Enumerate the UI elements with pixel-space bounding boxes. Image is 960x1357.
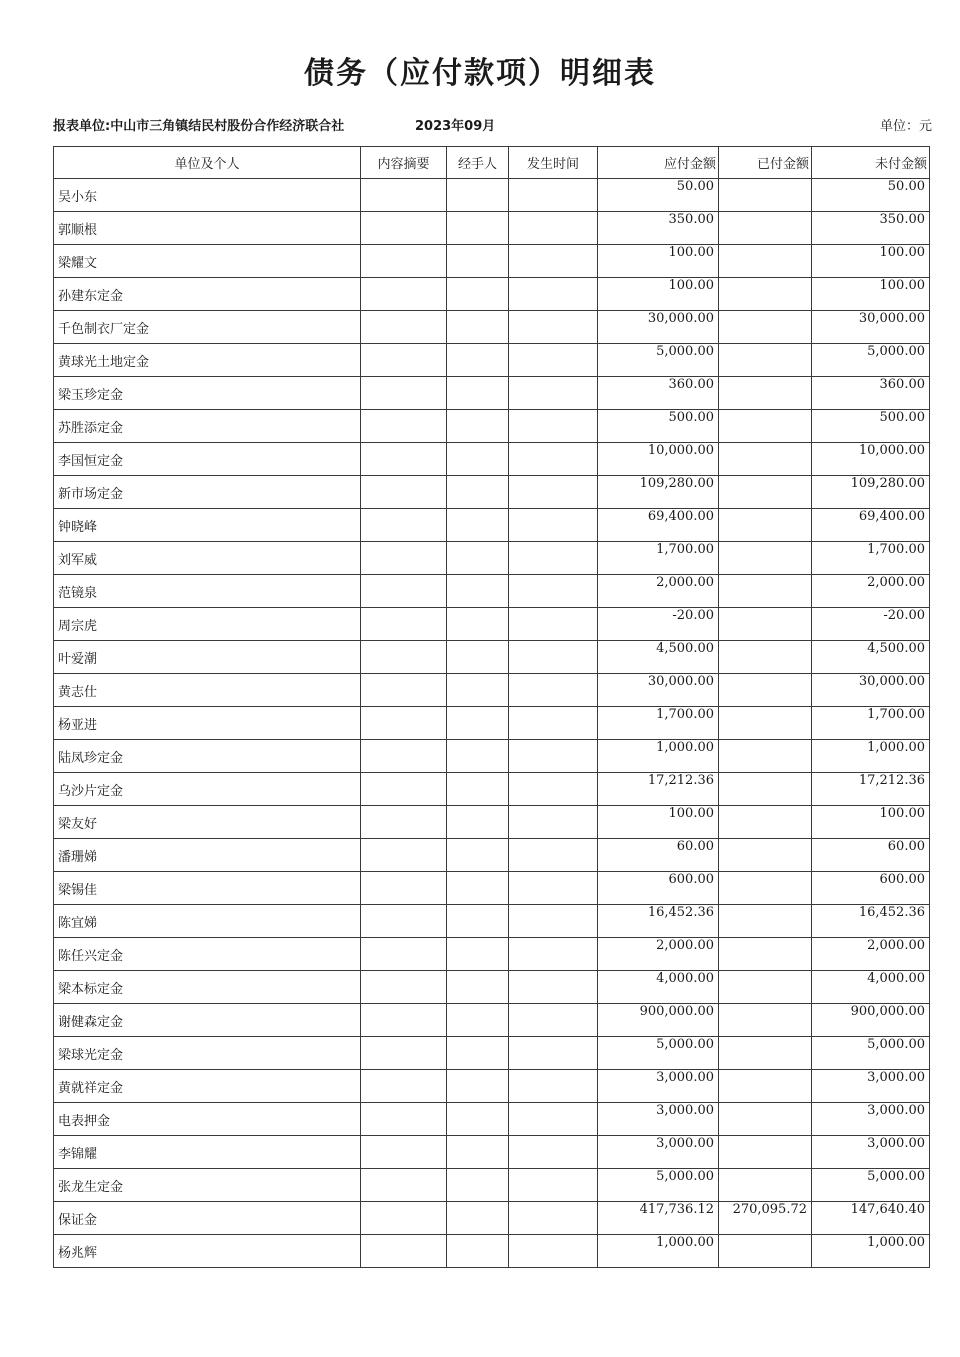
- cell-handler: [447, 872, 509, 905]
- header-payable: 应付金额: [598, 147, 719, 179]
- cell-description: [361, 311, 447, 344]
- cell-date: [509, 740, 598, 773]
- header-date: 发生时间: [509, 147, 598, 179]
- cell-unpaid: 69,400.00: [812, 509, 930, 542]
- cell-paid: [719, 1169, 812, 1202]
- table-row: [54, 344, 930, 377]
- cell-payable: 10,000.00: [598, 443, 719, 476]
- cell-date: [509, 509, 598, 542]
- cell-paid: [719, 641, 812, 674]
- cell-name: 潘珊娣: [54, 839, 361, 872]
- cell-unpaid: 4,500.00: [812, 641, 930, 674]
- cell-date: [509, 641, 598, 674]
- cell-date: [509, 476, 598, 509]
- table-header-row: [54, 147, 930, 179]
- cell-payable: 360.00: [598, 377, 719, 410]
- cell-name: 电表押金: [54, 1103, 361, 1136]
- cell-payable: 1,700.00: [598, 542, 719, 575]
- cell-date: [509, 311, 598, 344]
- cell-name: 杨亚进: [54, 707, 361, 740]
- cell-name: 黄志仕: [54, 674, 361, 707]
- header-paid: 已付金额: [719, 147, 812, 179]
- cell-description: [361, 740, 447, 773]
- cell-handler: [447, 509, 509, 542]
- cell-payable: 417,736.12: [598, 1202, 719, 1235]
- cell-date: [509, 872, 598, 905]
- cell-paid: [719, 1235, 812, 1268]
- cell-handler: [447, 1070, 509, 1103]
- cell-date: [509, 245, 598, 278]
- cell-handler: [447, 410, 509, 443]
- cell-name: 黄就祥定金: [54, 1070, 361, 1103]
- table-row: [54, 806, 930, 839]
- cell-unpaid: 100.00: [812, 278, 930, 311]
- cell-handler: [447, 674, 509, 707]
- cell-description: [361, 278, 447, 311]
- cell-handler: [447, 971, 509, 1004]
- table-row: [54, 641, 930, 674]
- table-row: [54, 1103, 930, 1136]
- cell-description: [361, 1037, 447, 1070]
- cell-paid: [719, 476, 812, 509]
- cell-name: 杨兆辉: [54, 1235, 361, 1268]
- cell-description: [361, 707, 447, 740]
- cell-name: 梁球光定金: [54, 1037, 361, 1070]
- cell-payable: 2,000.00: [598, 575, 719, 608]
- cell-description: [361, 344, 447, 377]
- cell-handler: [447, 344, 509, 377]
- cell-payable: 350.00: [598, 212, 719, 245]
- cell-description: [361, 674, 447, 707]
- cell-description: [361, 542, 447, 575]
- cell-paid: [719, 575, 812, 608]
- report-period: 2023年09月: [415, 119, 496, 134]
- cell-handler: [447, 707, 509, 740]
- cell-date: [509, 542, 598, 575]
- cell-handler: [447, 608, 509, 641]
- table-row: [54, 740, 930, 773]
- cell-handler: [447, 245, 509, 278]
- cell-unpaid: 600.00: [812, 872, 930, 905]
- report-unit: 报表单位:中山市三角镇结民村股份合作经济联合社: [53, 119, 345, 134]
- cell-payable: 100.00: [598, 245, 719, 278]
- cell-handler: [447, 1037, 509, 1070]
- cell-handler: [447, 542, 509, 575]
- cell-date: [509, 608, 598, 641]
- table-row: [54, 542, 930, 575]
- cell-paid: [719, 707, 812, 740]
- table-row: [54, 509, 930, 542]
- cell-name: 刘军威: [54, 542, 361, 575]
- cell-unpaid: 1,700.00: [812, 707, 930, 740]
- cell-handler: [447, 212, 509, 245]
- table-row: [54, 674, 930, 707]
- cell-description: [361, 1235, 447, 1268]
- cell-date: [509, 674, 598, 707]
- cell-paid: [719, 971, 812, 1004]
- cell-date: [509, 1070, 598, 1103]
- cell-unpaid: 109,280.00: [812, 476, 930, 509]
- cell-payable: 30,000.00: [598, 311, 719, 344]
- cell-date: [509, 1037, 598, 1070]
- cell-handler: [447, 740, 509, 773]
- cell-date: [509, 575, 598, 608]
- cell-description: [361, 773, 447, 806]
- cell-unpaid: 5,000.00: [812, 1037, 930, 1070]
- table-row: [54, 443, 930, 476]
- cell-name: 保证金: [54, 1202, 361, 1235]
- cell-name: 乌沙片定金: [54, 773, 361, 806]
- cell-date: [509, 1136, 598, 1169]
- table-row: [54, 410, 930, 443]
- table-row: [54, 1070, 930, 1103]
- cell-payable: 50.00: [598, 179, 719, 212]
- table-row: [54, 245, 930, 278]
- cell-date: [509, 278, 598, 311]
- cell-description: [361, 1202, 447, 1235]
- cell-payable: 69,400.00: [598, 509, 719, 542]
- cell-payable: 1,000.00: [598, 740, 719, 773]
- cell-name: 千色制衣厂定金: [54, 311, 361, 344]
- cell-paid: [719, 1070, 812, 1103]
- cell-paid: [719, 179, 812, 212]
- table-row: [54, 476, 930, 509]
- cell-handler: [447, 179, 509, 212]
- cell-description: [361, 905, 447, 938]
- cell-date: [509, 377, 598, 410]
- cell-name: 梁友好: [54, 806, 361, 839]
- cell-handler: [447, 278, 509, 311]
- cell-unpaid: 1,700.00: [812, 542, 930, 575]
- cell-payable: 3,000.00: [598, 1070, 719, 1103]
- payables-table: [53, 146, 930, 1268]
- header-handler: 经手人: [447, 147, 509, 179]
- cell-unpaid: 3,000.00: [812, 1103, 930, 1136]
- cell-name: 郭顺根: [54, 212, 361, 245]
- cell-payable: 1,000.00: [598, 1235, 719, 1268]
- cell-payable: 16,452.36: [598, 905, 719, 938]
- table-row: [54, 1202, 930, 1235]
- cell-payable: 17,212.36: [598, 773, 719, 806]
- cell-payable: 5,000.00: [598, 1037, 719, 1070]
- cell-unpaid: 30,000.00: [812, 674, 930, 707]
- cell-description: [361, 1004, 447, 1037]
- cell-handler: [447, 1136, 509, 1169]
- cell-unpaid: 17,212.36: [812, 773, 930, 806]
- cell-name: 陈任兴定金: [54, 938, 361, 971]
- cell-unpaid: -20.00: [812, 608, 930, 641]
- cell-date: [509, 938, 598, 971]
- cell-date: [509, 905, 598, 938]
- cell-unpaid: 50.00: [812, 179, 930, 212]
- cell-date: [509, 212, 598, 245]
- cell-date: [509, 773, 598, 806]
- cell-description: [361, 509, 447, 542]
- cell-paid: [719, 872, 812, 905]
- table-row: [54, 707, 930, 740]
- cell-name: 黄球光土地定金: [54, 344, 361, 377]
- table-row: [54, 377, 930, 410]
- cell-date: [509, 179, 598, 212]
- table-row: [54, 1004, 930, 1037]
- cell-description: [361, 443, 447, 476]
- cell-unpaid: 500.00: [812, 410, 930, 443]
- cell-paid: [719, 377, 812, 410]
- cell-paid: [719, 1136, 812, 1169]
- cell-paid: [719, 608, 812, 641]
- table-body: [54, 179, 930, 1268]
- cell-payable: 4,000.00: [598, 971, 719, 1004]
- cell-unpaid: 1,000.00: [812, 1235, 930, 1268]
- cell-unpaid: 147,640.40: [812, 1202, 930, 1235]
- cell-paid: [719, 1004, 812, 1037]
- cell-name: 陈宜娣: [54, 905, 361, 938]
- cell-date: [509, 806, 598, 839]
- cell-unpaid: 2,000.00: [812, 575, 930, 608]
- cell-description: [361, 641, 447, 674]
- cell-name: 李锦耀: [54, 1136, 361, 1169]
- cell-description: [361, 476, 447, 509]
- cell-date: [509, 443, 598, 476]
- cell-handler: [447, 377, 509, 410]
- cell-handler: [447, 839, 509, 872]
- cell-date: [509, 839, 598, 872]
- table-row: [54, 839, 930, 872]
- cell-paid: [719, 344, 812, 377]
- cell-name: 陆凤珍定金: [54, 740, 361, 773]
- cell-payable: 1,700.00: [598, 707, 719, 740]
- currency-unit: 单位：元: [879, 119, 932, 134]
- cell-payable: 4,500.00: [598, 641, 719, 674]
- cell-name: 梁本标定金: [54, 971, 361, 1004]
- cell-handler: [447, 1202, 509, 1235]
- cell-unpaid: 5,000.00: [812, 1169, 930, 1202]
- cell-description: [361, 806, 447, 839]
- cell-date: [509, 410, 598, 443]
- cell-unpaid: 5,000.00: [812, 344, 930, 377]
- cell-unpaid: 3,000.00: [812, 1136, 930, 1169]
- cell-payable: 3,000.00: [598, 1136, 719, 1169]
- cell-unpaid: 30,000.00: [812, 311, 930, 344]
- cell-description: [361, 971, 447, 1004]
- cell-name: 叶爱潮: [54, 641, 361, 674]
- table-row: [54, 1169, 930, 1202]
- cell-name: 范镜泉: [54, 575, 361, 608]
- cell-paid: [719, 740, 812, 773]
- cell-handler: [447, 1169, 509, 1202]
- table-row: [54, 938, 930, 971]
- cell-name: 钟晓峰: [54, 509, 361, 542]
- cell-handler: [447, 311, 509, 344]
- cell-handler: [447, 476, 509, 509]
- cell-payable: 5,000.00: [598, 1169, 719, 1202]
- cell-paid: [719, 905, 812, 938]
- cell-description: [361, 245, 447, 278]
- cell-date: [509, 344, 598, 377]
- table-row: [54, 575, 930, 608]
- cell-description: [361, 1070, 447, 1103]
- table-row: [54, 278, 930, 311]
- cell-description: [361, 377, 447, 410]
- table-row: [54, 1235, 930, 1268]
- table-row: [54, 905, 930, 938]
- cell-unpaid: 900,000.00: [812, 1004, 930, 1037]
- cell-unpaid: 360.00: [812, 377, 930, 410]
- cell-handler: [447, 905, 509, 938]
- header-name: 单位及个人: [54, 147, 361, 179]
- cell-date: [509, 971, 598, 1004]
- cell-unpaid: 60.00: [812, 839, 930, 872]
- cell-description: [361, 575, 447, 608]
- cell-date: [509, 1202, 598, 1235]
- cell-paid: [719, 443, 812, 476]
- cell-name: 梁玉珍定金: [54, 377, 361, 410]
- cell-handler: [447, 806, 509, 839]
- cell-description: [361, 938, 447, 971]
- cell-description: [361, 1136, 447, 1169]
- cell-unpaid: 4,000.00: [812, 971, 930, 1004]
- cell-description: [361, 179, 447, 212]
- cell-description: [361, 1103, 447, 1136]
- document-title: 债务（应付款项）明细表: [304, 56, 656, 91]
- cell-description: [361, 410, 447, 443]
- cell-unpaid: 1,000.00: [812, 740, 930, 773]
- table-row: [54, 773, 930, 806]
- header-description: 内容摘要: [361, 147, 447, 179]
- cell-payable: 600.00: [598, 872, 719, 905]
- cell-name: 吴小东: [54, 179, 361, 212]
- table-row: [54, 311, 930, 344]
- cell-unpaid: 10,000.00: [812, 443, 930, 476]
- cell-handler: [447, 938, 509, 971]
- cell-paid: [719, 1037, 812, 1070]
- cell-date: [509, 1235, 598, 1268]
- cell-handler: [447, 773, 509, 806]
- cell-unpaid: 3,000.00: [812, 1070, 930, 1103]
- cell-name: 李国恒定金: [54, 443, 361, 476]
- cell-paid: [719, 674, 812, 707]
- cell-payable: 100.00: [598, 278, 719, 311]
- cell-handler: [447, 1103, 509, 1136]
- cell-paid: [719, 311, 812, 344]
- table-row: [54, 1037, 930, 1070]
- cell-handler: [447, 641, 509, 674]
- cell-date: [509, 707, 598, 740]
- cell-paid: [719, 938, 812, 971]
- cell-name: 梁锡佳: [54, 872, 361, 905]
- cell-name: 新市场定金: [54, 476, 361, 509]
- cell-payable: 2,000.00: [598, 938, 719, 971]
- cell-description: [361, 608, 447, 641]
- cell-name: 苏胜添定金: [54, 410, 361, 443]
- cell-description: [361, 212, 447, 245]
- cell-description: [361, 872, 447, 905]
- cell-paid: [719, 212, 812, 245]
- cell-name: 张龙生定金: [54, 1169, 361, 1202]
- cell-payable: 900,000.00: [598, 1004, 719, 1037]
- cell-description: [361, 1169, 447, 1202]
- header-unpaid: 未付金额: [812, 147, 930, 179]
- table-row: [54, 608, 930, 641]
- cell-unpaid: 16,452.36: [812, 905, 930, 938]
- cell-paid: [719, 1103, 812, 1136]
- cell-payable: 109,280.00: [598, 476, 719, 509]
- cell-handler: [447, 443, 509, 476]
- cell-paid: [719, 773, 812, 806]
- cell-name: 梁耀文: [54, 245, 361, 278]
- cell-payable: 100.00: [598, 806, 719, 839]
- cell-unpaid: 350.00: [812, 212, 930, 245]
- cell-paid: [719, 839, 812, 872]
- cell-name: 谢健森定金: [54, 1004, 361, 1037]
- cell-paid: [719, 245, 812, 278]
- cell-paid: [719, 509, 812, 542]
- table-row: [54, 212, 930, 245]
- table-row: [54, 179, 930, 212]
- cell-date: [509, 1103, 598, 1136]
- table-row: [54, 971, 930, 1004]
- cell-date: [509, 1004, 598, 1037]
- cell-paid: [719, 542, 812, 575]
- cell-payable: 500.00: [598, 410, 719, 443]
- cell-paid: [719, 278, 812, 311]
- cell-payable: 30,000.00: [598, 674, 719, 707]
- cell-handler: [447, 1004, 509, 1037]
- cell-handler: [447, 1235, 509, 1268]
- cell-payable: 3,000.00: [598, 1103, 719, 1136]
- cell-name: 孙建东定金: [54, 278, 361, 311]
- cell-name: 周宗虎: [54, 608, 361, 641]
- cell-paid: 270,095.72: [719, 1202, 812, 1235]
- cell-date: [509, 1169, 598, 1202]
- cell-payable: -20.00: [598, 608, 719, 641]
- cell-unpaid: 100.00: [812, 806, 930, 839]
- cell-payable: 60.00: [598, 839, 719, 872]
- cell-payable: 5,000.00: [598, 344, 719, 377]
- cell-paid: [719, 410, 812, 443]
- cell-unpaid: 2,000.00: [812, 938, 930, 971]
- table-row: [54, 1136, 930, 1169]
- cell-description: [361, 839, 447, 872]
- cell-handler: [447, 575, 509, 608]
- cell-unpaid: 100.00: [812, 245, 930, 278]
- table-row: [54, 872, 930, 905]
- cell-paid: [719, 806, 812, 839]
